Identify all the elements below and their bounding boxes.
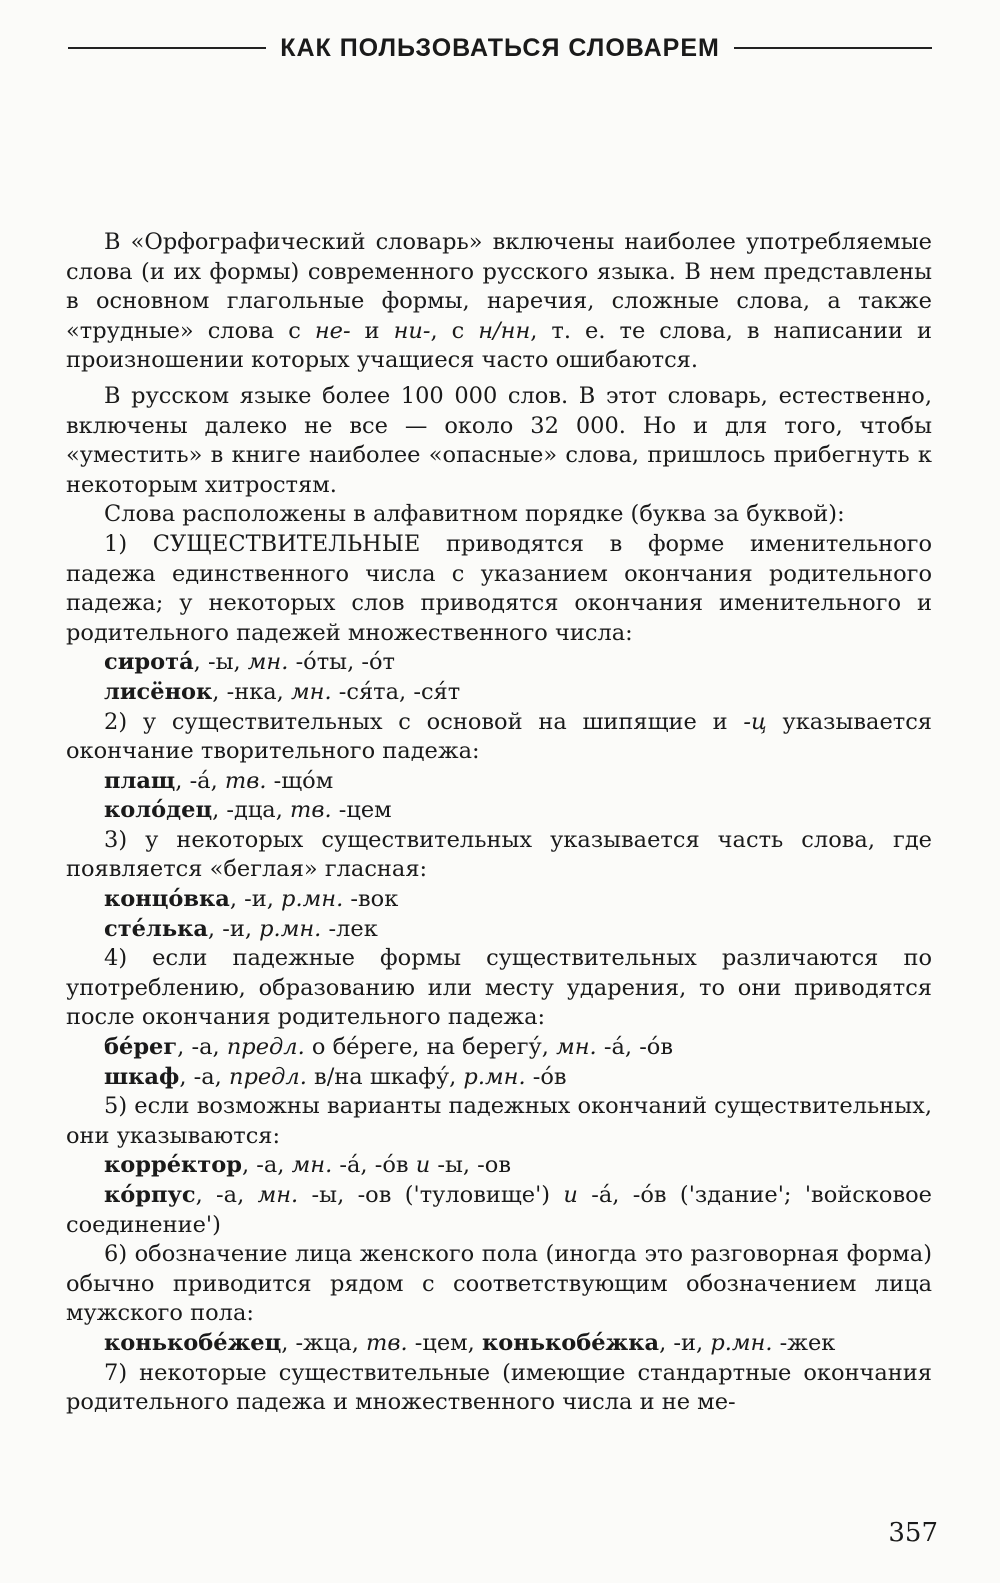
rule-1-text: 1) СУЩЕСТВИТЕЛЬНЫЕ приводятся в форме именительного падежа единственного числа с указанием окончания родительного падежа; у некоторых слов приводятся окончания именительного и родительного падежей множественного числа: <box>66 530 932 646</box>
headword: конькобе́жка <box>481 1329 660 1356</box>
intro-paragraph-1: В «Орфографический словарь» включены наиболее употребляемые слова (и их формы) современного русского языка. В нем представлены в основном глагольные формы, наречия, сложные слова, а также «трудные» слова с не- и ни-, с н/нн, т. е. те слова, в написании и произношении которых учащиеся часто ошибаются. <box>66 229 932 374</box>
example-entry: бе́рег, -а, предл. о бе́реге, на берегу́, мн. -а́, -о́в <box>104 1034 674 1061</box>
headword: сте́лька <box>104 915 208 942</box>
rule-5-text: 5) если возможны варианты падежных окончаний существительных, они указываются: <box>66 1093 932 1149</box>
headword: бе́рег <box>104 1034 178 1061</box>
example-entry: лисёнок, -нка, мн. -ся́та, -ся́т <box>104 678 461 705</box>
intro-paragraph-3: Слова расположены в алфавитном порядке (буква за буквой): <box>104 501 845 528</box>
example-entry: корре́ктор, -а, мн. -а́, -о́в и -ы, -ов <box>104 1152 511 1179</box>
example-entry: сте́лька, -и, р.мн. -лек <box>104 915 378 942</box>
example-entry: шкаф, -а, предл. в/на шкафу́, р.мн. -о́в <box>104 1063 567 1090</box>
header-rule-right <box>734 47 932 49</box>
example-entry: сирота́, -ы, мн. -о́ты, -о́т <box>104 649 395 676</box>
headword: конькобе́жец <box>104 1329 282 1356</box>
headword: сирота́ <box>104 649 194 676</box>
header-rule-left <box>68 47 266 49</box>
rule-4-text: 4) если падежные формы существительных различаются по употреблению, образованию или месту ударения, то они приводятся после окончания родительного падежа: <box>66 945 932 1031</box>
rule-7-text: 7) некоторые существительные (имеющие стандартные окончания родительного падежа и множественного числа и не ме- <box>66 1359 932 1416</box>
headword: корре́ктор <box>104 1152 242 1179</box>
rule-6-text: 6) обозначение лица женского пола (иногда это разговорная форма) обычно приводится рядом с соответствующим обозначением лица мужского пола: <box>66 1241 932 1327</box>
example-entry: концо́вка, -и, р.мн. -вок <box>104 886 399 913</box>
example-entry: конькобе́жец, -жца, тв. -цем, конькобе́жка, -и, р.мн. -жек <box>104 1329 836 1356</box>
page-number: 357 <box>888 1518 938 1548</box>
rule-3-text: 3) у некоторых существительных указывается часть слова, где появляется «беглая» гласная: <box>66 826 932 883</box>
rule-2-text: 2) у существительных с основой на шипящие и -ц указывается окончание творительного падежа: <box>66 708 933 765</box>
header-title: КАК ПОЛЬЗОВАТЬСЯ СЛОВАРЕМ <box>280 33 720 62</box>
body-text <box>66 228 932 1418</box>
headword: концо́вка <box>104 886 230 913</box>
example-entry: ко́рпус, -а, мн. -ы, -ов ('туловище') и -а́, -о́в ('здание'; 'войсковое соединение') <box>66 1182 932 1238</box>
headword: коло́дец <box>104 797 213 824</box>
example-entry: коло́дец, -дца, тв. -цем <box>104 797 392 824</box>
intro-paragraph-2: В русском языке более 100 000 слов. В этот словарь, естественно, включены далеко не все — около 32 000. Но и для того, чтобы «уместить» в книге наиболее «опасные» слова, пришлось прибегнуть к некоторым хитростям. <box>66 382 932 498</box>
headword: ко́рпус <box>104 1182 196 1208</box>
headword: плащ <box>104 767 176 794</box>
example-entry: плащ, -а́, тв. -що́м <box>104 767 334 794</box>
running-header <box>68 28 932 68</box>
headword: шкаф <box>104 1063 180 1090</box>
headword: лисёнок <box>104 678 213 705</box>
